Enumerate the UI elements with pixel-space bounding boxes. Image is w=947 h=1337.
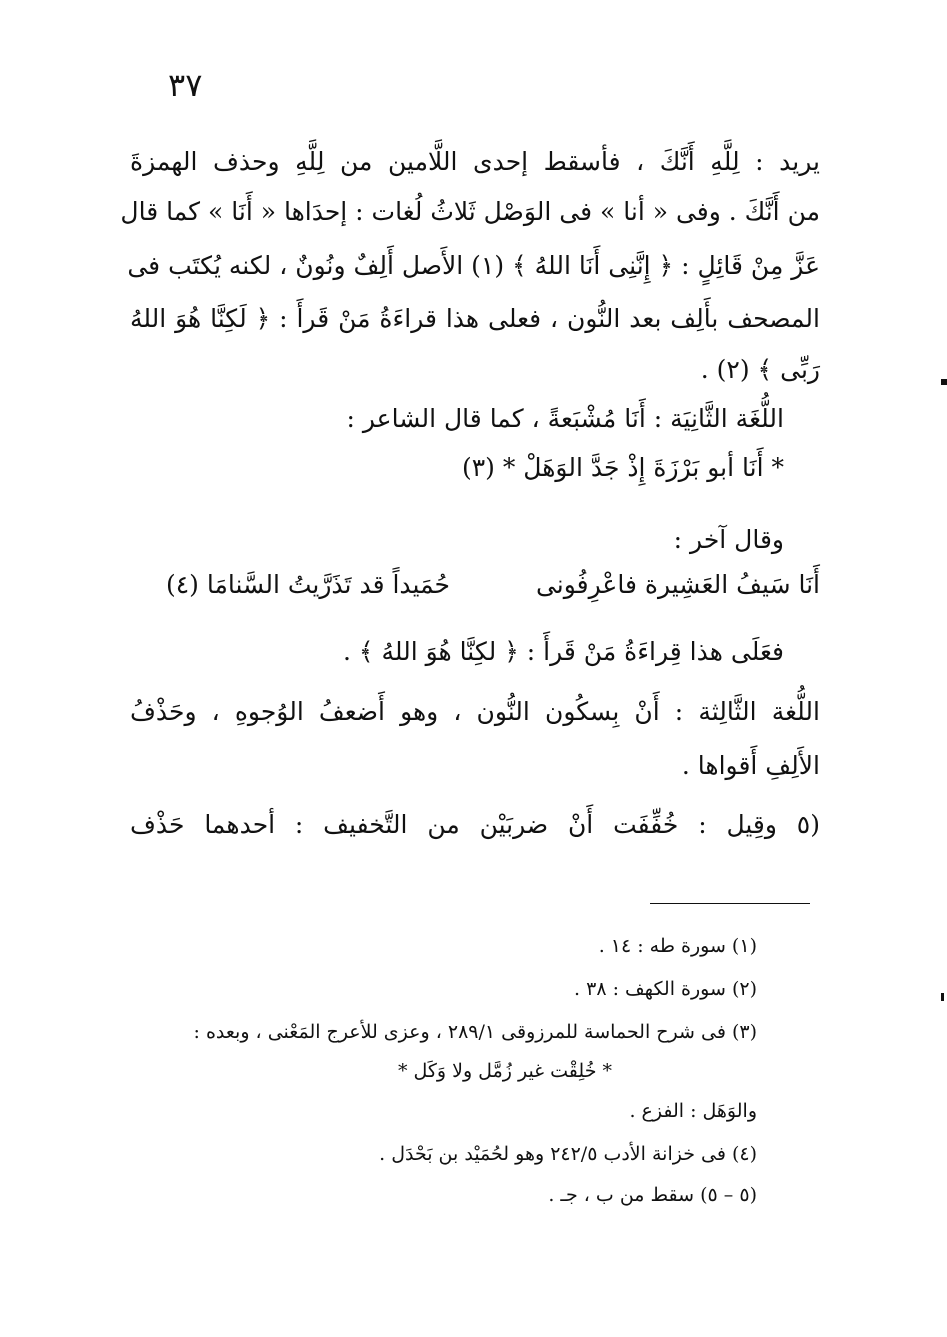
body-line: فعَلَى هذا قِراءَةُ مَنْ قَرأَ : ﴿ لكِنَّا هُوَ اللهُ ﴾ . — [342, 637, 784, 666]
verse-line: * أَنَا أبو بَرْزَةَ إِذْ جَدَّ الوَهَلْ * (٣) — [461, 453, 784, 482]
body-line: اللُّغَة الثَّانِيَة : أَنَا مُشْبَعةً ، كما قال الشاعر : — [346, 404, 784, 433]
body-line: اللُّغة الثَّالِثة : أَنْ بِسكُون النُّون ، وهو أَضعفُ الوُجوهِ ، وحَذْفُ — [130, 697, 820, 726]
footnote-separator — [650, 903, 810, 904]
body-line: (٥ وقِيل : خُفِّفَت أَنْ ضربَيْن من التَّخفيف : أحدهما حَذْف — [130, 810, 820, 839]
footnote: (١) سورة طه : ١٤ . — [598, 935, 757, 957]
body-line: من أَنَّكَ . وفى « أنا » فى الوَصْل ثَلاثُ لُغات : إحدَاها « أَنَا » كما قال — [120, 197, 820, 226]
scan-mark — [941, 993, 944, 1001]
body-line: عَزَّ مِنْ قَائِلٍ : ﴿ إِنَّنِى أَنَا اللهُ ﴾ (١) الأَصل أَلِفٌ ونُونٌ ، لكنه يُكتَب فى — [127, 251, 820, 280]
footnote: (٤) فى خزانة الأدب ٢٤٢/٥ وهو لحُمَيْد بن بَحْدَل . — [379, 1143, 757, 1165]
footnote: (٣) فى شرح الحماسة للمرزوقى ٢٨٩/١ ، وعزى للأعرج المَعْنى ، وبعده : — [193, 1021, 757, 1043]
footnote: (٥ – ٥) سقط من ب ، جـ . — [548, 1184, 757, 1206]
scan-mark — [941, 379, 947, 385]
footnote-verse: * خُلِقْت غير زُمَّل ولا وَكَل * — [397, 1060, 612, 1082]
body-line: المصحف بأَلِف بعد النُّون ، فعلى هذا قراءَةُ مَنْ قَرأَ : ﴿ لَكِنَّا هُوَ اللهُ — [130, 304, 820, 333]
page-number: ٣٧ — [168, 66, 203, 104]
body-line: الأَلِفِ أَقواها . — [681, 751, 820, 780]
footnote: (٢) سورة الكهف : ٣٨ . — [574, 978, 757, 1000]
verse-hemistich-first: أَنَا سَيفُ العَشِيرة فاعْرِفُونى — [535, 570, 820, 599]
body-line: وقال آخر : — [673, 525, 784, 554]
verse-hemistich-second: حُمَيداً قد تَذَرَّيتُ السَّنامَا (٤) — [165, 570, 450, 599]
footnote: والوَهَل : الفزع . — [629, 1100, 757, 1122]
body-line: يريد : لِلَّهِ أَنَّكَ ، فأسقط إحدى اللَّامين من لِلَّهِ وحذف الهمزةَ — [130, 147, 820, 176]
body-line: رَبِّى ﴾ (٢) . — [700, 355, 820, 384]
